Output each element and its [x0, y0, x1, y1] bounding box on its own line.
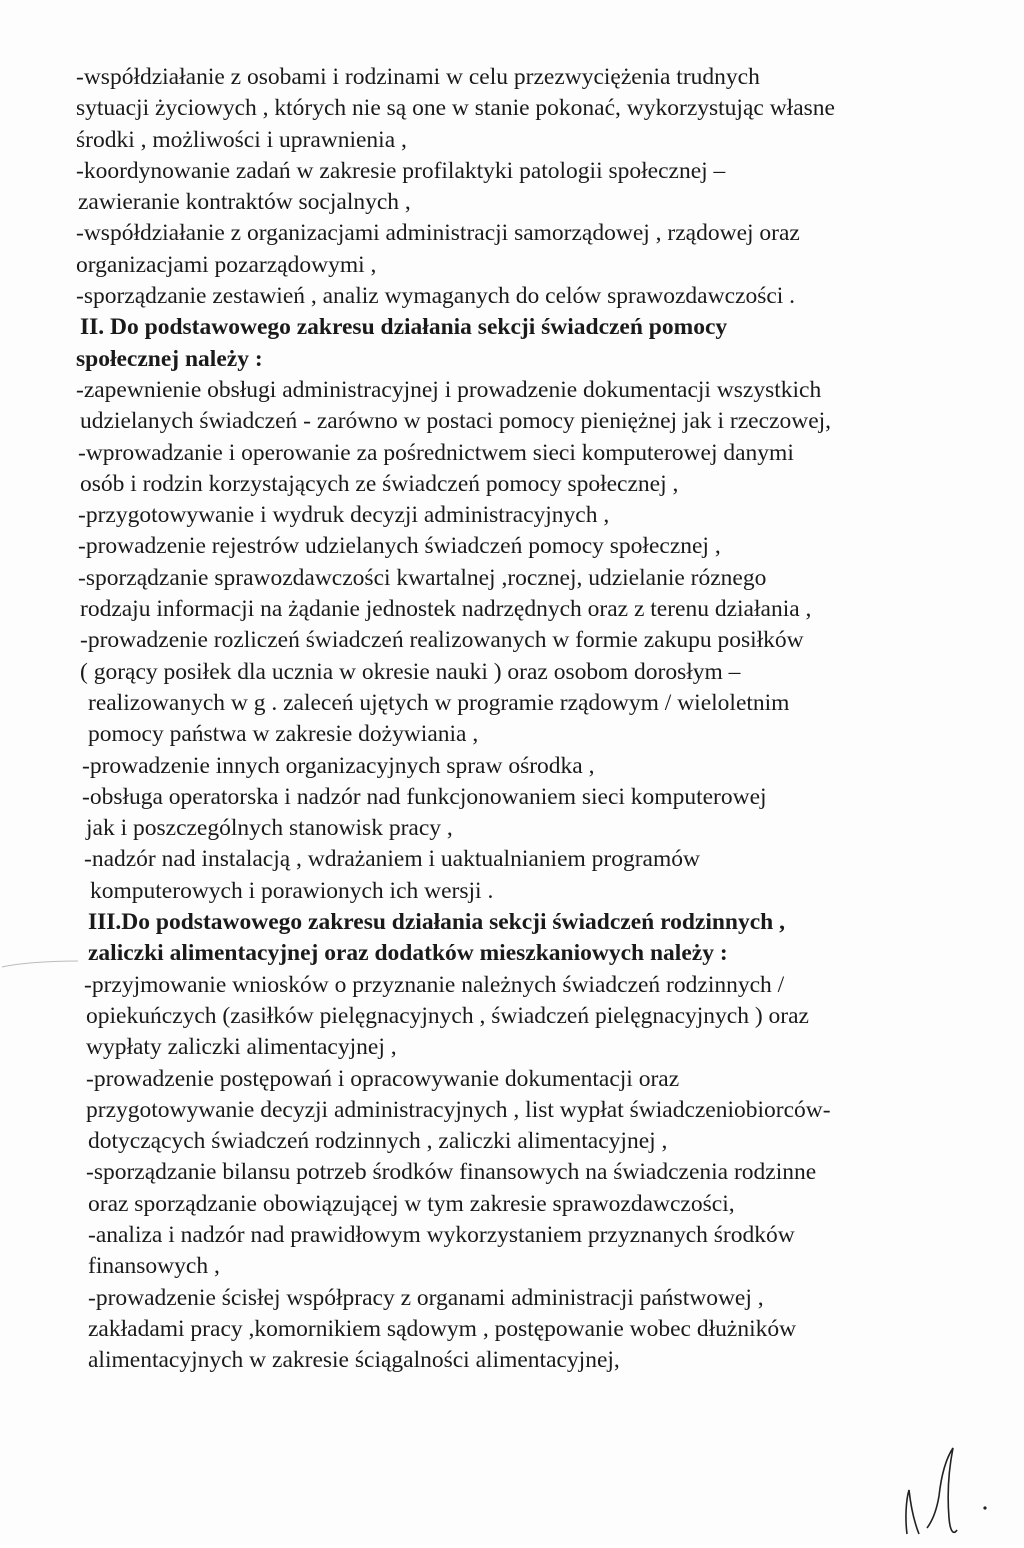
document-line: wypłaty zaliczki alimentacyjnej , [86, 1034, 397, 1061]
document-line: udzielanych świadczeń - zarówno w postaci pomocy pieniężnej jak i rzeczowej, [80, 408, 832, 435]
document-line: -sporządzanie zestawień , analiz wymaganych do celów sprawozdawczości . [76, 283, 796, 310]
document-line: -przygotowywanie i wydruk decyzji administracyjnych , [78, 502, 610, 529]
document-line: -przyjmowanie wniosków o przyznanie należnych świadczeń rodzinnych / [84, 971, 785, 998]
document-line: -prowadzenie rejestrów udzielanych świadczeń pomocy społecznej , [78, 533, 721, 560]
document-line: -prowadzenie ścisłej współpracy z organami administracji państwowej , [88, 1284, 764, 1311]
document-line: jak i poszczególnych stanowisk pracy , [86, 815, 453, 842]
document-line: finansowych , [88, 1253, 220, 1280]
document-line: sytuacji życiowych , których nie są one w stanie pokonać, wykorzystując własne [76, 95, 835, 122]
document-line: -sporządzanie sprawozdawczości kwartalnej ,rocznej, udzielanie róznego [78, 564, 767, 591]
scan-artifact [0, 955, 80, 975]
document-line: zaliczki alimentacyjnej oraz dodatków mieszkaniowych należy : [88, 940, 728, 967]
document-line: zawieranie kontraktów socjalnych , [78, 189, 411, 216]
document-line: II. Do podstawowego zakresu działania sekcji świadczeń pomocy [80, 314, 728, 341]
document-line: -współdziałanie z osobami i rodzinami w celu przezwyciężenia trudnych [76, 64, 760, 90]
document-line: dotyczących świadczeń rodzinnych , zaliczki alimentacyjnej , [88, 1128, 668, 1155]
document-line: ( gorący posiłek dla ucznia w okresie nauki ) oraz osobom dorosłym – [80, 658, 741, 685]
document-line: -zapewnienie obsługi administracyjnej i prowadzenie dokumentacji wszystkich [76, 376, 822, 403]
document-line: rodzaju informacji na żądanie jednostek nadrzędnych oraz z terenu działania , [80, 596, 812, 623]
document-line: pomocy państwa w zakresie dożywiania , [88, 721, 479, 748]
document-line: III.Do podstawowego zakresu działania sekcji świadczeń rodzinnych , [88, 909, 786, 936]
document-line: -analiza i nadzór nad prawidłowym wykorzystaniem przyznanych środków [88, 1221, 795, 1248]
document-line: -prowadzenie innych organizacyjnych spraw ośrodka , [82, 752, 595, 779]
document-line: -prowadzenie postępowań i opracowywanie dokumentacji oraz [86, 1065, 680, 1092]
document-line: osób i rodzin korzystających ze świadczeń pomocy społecznej , [80, 470, 679, 497]
document-line: zakładami pracy ,komornikiem sądowym , postępowanie wobec dłużników [88, 1315, 797, 1342]
document-line: -obsługa operatorska i nadzór nad funkcjonowaniem sieci komputerowej [82, 783, 767, 810]
document-line: oraz sporządzanie obowiązującej w tym zakresie sprawozdawczości, [88, 1190, 735, 1217]
document-line: -wprowadzanie i operowanie za pośrednictwem sieci komputerowej danymi [78, 439, 794, 466]
document-line: -współdziałanie z organizacjami administracji samorządowej , rządowej oraz [76, 220, 800, 247]
document-line: -sporządzanie bilansu potrzeb środków finansowych na świadczenia rodzinne [86, 1159, 817, 1186]
document-line: realizowanych w g . zaleceń ujętych w programie rządowym / wieloletnim [88, 689, 790, 716]
document-line: przygotowywanie decyzji administracyjnych , list wypłat świadczeniobiorców- [86, 1096, 831, 1123]
document-line: -koordynowanie zadań w zakresie profilaktyki patologii społecznej – [76, 157, 726, 184]
handwritten-signature [893, 1438, 1003, 1548]
document-line: środki , możliwości i uprawnienia , [76, 126, 407, 153]
document-line: -prowadzenie rozliczeń świadczeń realizowanych w formie zakupu posiłków [80, 627, 804, 654]
document-line: społecznej należy : [76, 345, 263, 372]
document-line: -nadzór nad instalacją , wdrażaniem i uaktualnianiem programów [84, 846, 700, 873]
document-line: alimentacyjnych w zakresie ściągalności alimentacyjnej, [88, 1347, 620, 1374]
document-line: opiekuńczych (zasiłków pielęgnacyjnych , świadczeń pielęgnacyjnych ) oraz [86, 1002, 809, 1029]
document-line: komputerowych i porawionych ich wersji . [90, 877, 494, 904]
document-body [76, 62, 996, 1376]
document-line: organizacjami pozarządowymi , [76, 251, 377, 278]
